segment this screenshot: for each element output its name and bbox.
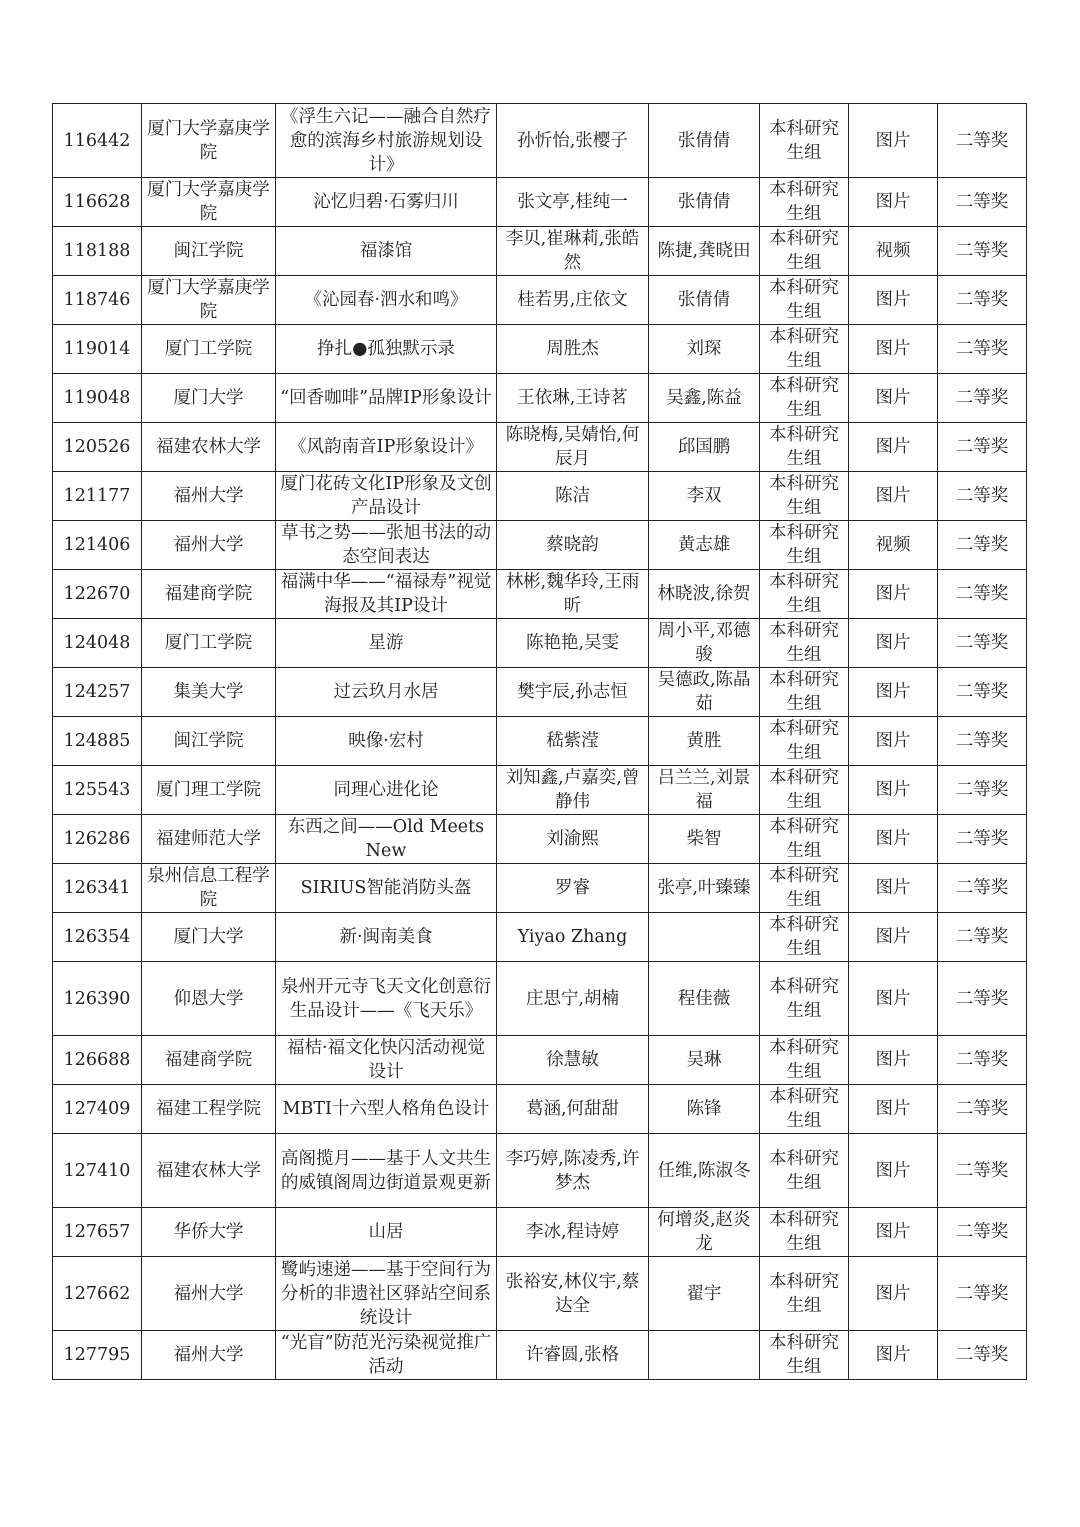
- cell-group: 本科研究生组: [760, 1208, 849, 1257]
- cell-authors: 刘知鑫,卢嘉奕,曾静伟: [497, 766, 649, 815]
- cell-work: 《风韵南音IP形象设计》: [276, 423, 497, 472]
- table-row: [53, 472, 1027, 521]
- cell-authors: 周胜杰: [497, 325, 649, 374]
- cell-award: 二等奖: [938, 1257, 1027, 1331]
- cell-authors: 庄思宁,胡楠: [497, 962, 649, 1036]
- cell-group: 本科研究生组: [760, 276, 849, 325]
- cell-group: 本科研究生组: [760, 864, 849, 913]
- cell-award: 二等奖: [938, 1331, 1027, 1380]
- cell-type: 图片: [849, 178, 938, 227]
- cell-award: 二等奖: [938, 570, 1027, 619]
- cell-type: 图片: [849, 104, 938, 178]
- cell-id: 121406: [53, 521, 142, 570]
- table-row: [53, 374, 1027, 423]
- cell-award: 二等奖: [938, 668, 1027, 717]
- cell-school: 福州大学: [142, 1257, 276, 1331]
- cell-group: 本科研究生组: [760, 1085, 849, 1134]
- cell-authors: 李冰,程诗婷: [497, 1208, 649, 1257]
- cell-award: 二等奖: [938, 472, 1027, 521]
- cell-school: 闽江学院: [142, 227, 276, 276]
- cell-id: 126688: [53, 1036, 142, 1085]
- table-row: [53, 570, 1027, 619]
- cell-id: 126286: [53, 815, 142, 864]
- cell-type: 图片: [849, 276, 938, 325]
- cell-advisor: 何增炎,赵炎龙: [649, 1208, 760, 1257]
- cell-authors: 刘渝熙: [497, 815, 649, 864]
- cell-award: 二等奖: [938, 104, 1027, 178]
- cell-authors: 嵇紫滢: [497, 717, 649, 766]
- cell-authors: Yiyao Zhang: [497, 913, 649, 962]
- cell-authors: 葛涵,何甜甜: [497, 1085, 649, 1134]
- cell-type: 图片: [849, 1208, 938, 1257]
- cell-school: 厦门大学: [142, 913, 276, 962]
- cell-school: 福州大学: [142, 521, 276, 570]
- table-row: [53, 1085, 1027, 1134]
- cell-work: 挣扎●孤独默示录: [276, 325, 497, 374]
- cell-type: 图片: [849, 619, 938, 668]
- cell-type: 图片: [849, 325, 938, 374]
- table-row: [53, 766, 1027, 815]
- cell-award: 二等奖: [938, 325, 1027, 374]
- cell-work: 草书之势——张旭书法的动态空间表达: [276, 521, 497, 570]
- cell-school: 福建商学院: [142, 570, 276, 619]
- cell-type: 图片: [849, 472, 938, 521]
- cell-advisor: 张亭,叶臻臻: [649, 864, 760, 913]
- cell-type: 图片: [849, 1257, 938, 1331]
- cell-type: 图片: [849, 815, 938, 864]
- cell-advisor: 翟宇: [649, 1257, 760, 1331]
- cell-advisor: 陈捷,龚晓田: [649, 227, 760, 276]
- table-row: [53, 864, 1027, 913]
- cell-id: 125543: [53, 766, 142, 815]
- cell-advisor: 程佳薇: [649, 962, 760, 1036]
- cell-authors: 蔡晓韵: [497, 521, 649, 570]
- cell-advisor: 林晓波,徐贺: [649, 570, 760, 619]
- cell-group: 本科研究生组: [760, 325, 849, 374]
- cell-work: 东西之间——Old Meets New: [276, 815, 497, 864]
- cell-school: 闽江学院: [142, 717, 276, 766]
- cell-type: 图片: [849, 864, 938, 913]
- cell-group: 本科研究生组: [760, 227, 849, 276]
- table-row: [53, 962, 1027, 1036]
- cell-group: 本科研究生组: [760, 178, 849, 227]
- cell-advisor: 张倩倩: [649, 104, 760, 178]
- cell-award: 二等奖: [938, 815, 1027, 864]
- cell-award: 二等奖: [938, 521, 1027, 570]
- cell-award: 二等奖: [938, 1085, 1027, 1134]
- cell-advisor: 陈锋: [649, 1085, 760, 1134]
- cell-award: 二等奖: [938, 1134, 1027, 1208]
- cell-id: 126354: [53, 913, 142, 962]
- awards-table-body: [53, 104, 1027, 1380]
- cell-group: 本科研究生组: [760, 570, 849, 619]
- cell-authors: 徐慧敏: [497, 1036, 649, 1085]
- cell-id: 127410: [53, 1134, 142, 1208]
- cell-id: 124257: [53, 668, 142, 717]
- cell-award: 二等奖: [938, 766, 1027, 815]
- cell-authors: 陈艳艳,吴雯: [497, 619, 649, 668]
- cell-advisor: [649, 1331, 760, 1380]
- cell-type: 图片: [849, 717, 938, 766]
- cell-work: 沁忆归碧·石雾归川: [276, 178, 497, 227]
- cell-authors: 王依琳,王诗茗: [497, 374, 649, 423]
- cell-award: 二等奖: [938, 178, 1027, 227]
- table-row: [53, 619, 1027, 668]
- cell-id: 126390: [53, 962, 142, 1036]
- cell-id: 127657: [53, 1208, 142, 1257]
- cell-school: 泉州信息工程学院: [142, 864, 276, 913]
- cell-type: 图片: [849, 1085, 938, 1134]
- cell-advisor: 吕兰兰,刘景福: [649, 766, 760, 815]
- cell-award: 二等奖: [938, 227, 1027, 276]
- cell-id: 124885: [53, 717, 142, 766]
- cell-work: 厦门花砖文化IP形象及文创产品设计: [276, 472, 497, 521]
- table-row: [53, 325, 1027, 374]
- cell-authors: 李巧婷,陈凌秀,许梦杰: [497, 1134, 649, 1208]
- cell-group: 本科研究生组: [760, 472, 849, 521]
- cell-school: 福建师范大学: [142, 815, 276, 864]
- table-row: [53, 668, 1027, 717]
- table-row: [53, 104, 1027, 178]
- cell-award: 二等奖: [938, 864, 1027, 913]
- cell-advisor: 周小平,邓德骏: [649, 619, 760, 668]
- cell-award: 二等奖: [938, 717, 1027, 766]
- cell-award: 二等奖: [938, 913, 1027, 962]
- table-row: [53, 913, 1027, 962]
- cell-school: 福州大学: [142, 472, 276, 521]
- cell-school: 华侨大学: [142, 1208, 276, 1257]
- cell-school: 厦门理工学院: [142, 766, 276, 815]
- cell-type: 视频: [849, 227, 938, 276]
- cell-id: 116628: [53, 178, 142, 227]
- table-row: [53, 1331, 1027, 1380]
- cell-group: 本科研究生组: [760, 962, 849, 1036]
- cell-work: 过云玖月水居: [276, 668, 497, 717]
- cell-work: 映像·宏村: [276, 717, 497, 766]
- cell-type: 图片: [849, 1331, 938, 1380]
- cell-advisor: 黄志雄: [649, 521, 760, 570]
- cell-work: 山居: [276, 1208, 497, 1257]
- cell-advisor: 黄胜: [649, 717, 760, 766]
- cell-work: 泉州开元寺飞天文化创意衍生品设计——《飞天乐》: [276, 962, 497, 1036]
- cell-school: 福州大学: [142, 1331, 276, 1380]
- table-row: [53, 1036, 1027, 1085]
- table-row: [53, 1134, 1027, 1208]
- cell-id: 119014: [53, 325, 142, 374]
- cell-work: 新·闽南美食: [276, 913, 497, 962]
- cell-id: 118188: [53, 227, 142, 276]
- cell-advisor: 柴智: [649, 815, 760, 864]
- cell-authors: 孙忻怡,张樱子: [497, 104, 649, 178]
- cell-id: 116442: [53, 104, 142, 178]
- cell-school: 福建农林大学: [142, 1134, 276, 1208]
- cell-award: 二等奖: [938, 276, 1027, 325]
- cell-school: 厦门大学: [142, 374, 276, 423]
- cell-type: 图片: [849, 962, 938, 1036]
- cell-work: 福满中华——“福禄寿”视觉海报及其IP设计: [276, 570, 497, 619]
- cell-advisor: 刘琛: [649, 325, 760, 374]
- table-row: [53, 178, 1027, 227]
- cell-group: 本科研究生组: [760, 913, 849, 962]
- cell-authors: 张裕安,林仪宇,蔡达全: [497, 1257, 649, 1331]
- cell-authors: 陈晓梅,吴婧怡,何辰月: [497, 423, 649, 472]
- cell-group: 本科研究生组: [760, 374, 849, 423]
- cell-authors: 张文亭,桂纯一: [497, 178, 649, 227]
- table-row: [53, 423, 1027, 472]
- cell-advisor: 吴鑫,陈益: [649, 374, 760, 423]
- cell-school: 厦门工学院: [142, 325, 276, 374]
- cell-work: SIRIUS智能消防头盔: [276, 864, 497, 913]
- cell-work: 福桔·福文化快闪活动视觉设计: [276, 1036, 497, 1085]
- cell-work: 鹭屿速递——基于空间行为分析的非遗社区驿站空间系统设计: [276, 1257, 497, 1331]
- cell-id: 118746: [53, 276, 142, 325]
- cell-authors: 李贝,崔琳莉,张皓然: [497, 227, 649, 276]
- cell-award: 二等奖: [938, 374, 1027, 423]
- cell-school: 厦门大学嘉庚学院: [142, 276, 276, 325]
- table-row: [53, 717, 1027, 766]
- cell-work: 高阁揽月——基于人文共生的威镇阁周边街道景观更新: [276, 1134, 497, 1208]
- cell-id: 122670: [53, 570, 142, 619]
- cell-type: 图片: [849, 1134, 938, 1208]
- cell-type: 图片: [849, 766, 938, 815]
- cell-type: 图片: [849, 668, 938, 717]
- cell-work: “回香咖啡”品牌IP形象设计: [276, 374, 497, 423]
- cell-advisor: 邱国鹏: [649, 423, 760, 472]
- cell-award: 二等奖: [938, 423, 1027, 472]
- cell-type: 图片: [849, 423, 938, 472]
- cell-school: 厦门工学院: [142, 619, 276, 668]
- cell-id: 127795: [53, 1331, 142, 1380]
- table-row: [53, 1257, 1027, 1331]
- cell-work: 福漆馆: [276, 227, 497, 276]
- cell-type: 图片: [849, 374, 938, 423]
- cell-group: 本科研究生组: [760, 1257, 849, 1331]
- cell-authors: 罗睿: [497, 864, 649, 913]
- awards-table: [52, 103, 1027, 1380]
- cell-work: “光盲”防范光污染视觉推广活动: [276, 1331, 497, 1380]
- cell-id: 119048: [53, 374, 142, 423]
- cell-group: 本科研究生组: [760, 1036, 849, 1085]
- table-row: [53, 227, 1027, 276]
- cell-school: 福建商学院: [142, 1036, 276, 1085]
- cell-advisor: 李双: [649, 472, 760, 521]
- cell-work: 《浮生六记——融合自然疗愈的滨海乡村旅游规划设计》: [276, 104, 497, 178]
- cell-id: 127409: [53, 1085, 142, 1134]
- cell-advisor: 吴德政,陈晶茹: [649, 668, 760, 717]
- table-row: [53, 1208, 1027, 1257]
- cell-advisor: 任维,陈淑冬: [649, 1134, 760, 1208]
- cell-advisor: [649, 913, 760, 962]
- cell-award: 二等奖: [938, 619, 1027, 668]
- cell-authors: 许睿圆,张格: [497, 1331, 649, 1380]
- cell-authors: 陈洁: [497, 472, 649, 521]
- cell-id: 126341: [53, 864, 142, 913]
- cell-work: 星游: [276, 619, 497, 668]
- cell-school: 福建工程学院: [142, 1085, 276, 1134]
- table-row: [53, 276, 1027, 325]
- cell-group: 本科研究生组: [760, 717, 849, 766]
- cell-group: 本科研究生组: [760, 619, 849, 668]
- cell-group: 本科研究生组: [760, 104, 849, 178]
- cell-authors: 林彬,魏华玲,王雨昕: [497, 570, 649, 619]
- cell-advisor: 吴琳: [649, 1036, 760, 1085]
- cell-advisor: 张倩倩: [649, 178, 760, 227]
- cell-authors: 樊宇辰,孙志恒: [497, 668, 649, 717]
- cell-type: 图片: [849, 913, 938, 962]
- cell-group: 本科研究生组: [760, 521, 849, 570]
- cell-authors: 桂若男,庄依文: [497, 276, 649, 325]
- cell-award: 二等奖: [938, 1208, 1027, 1257]
- cell-work: 《沁园春·泗水和鸣》: [276, 276, 497, 325]
- cell-group: 本科研究生组: [760, 423, 849, 472]
- cell-type: 图片: [849, 570, 938, 619]
- cell-type: 视频: [849, 521, 938, 570]
- cell-school: 集美大学: [142, 668, 276, 717]
- cell-work: 同理心进化论: [276, 766, 497, 815]
- cell-type: 图片: [849, 1036, 938, 1085]
- cell-school: 福建农林大学: [142, 423, 276, 472]
- cell-group: 本科研究生组: [760, 1331, 849, 1380]
- table-row: [53, 521, 1027, 570]
- cell-id: 120526: [53, 423, 142, 472]
- cell-group: 本科研究生组: [760, 766, 849, 815]
- cell-id: 127662: [53, 1257, 142, 1331]
- cell-id: 124048: [53, 619, 142, 668]
- cell-award: 二等奖: [938, 962, 1027, 1036]
- cell-school: 厦门大学嘉庚学院: [142, 104, 276, 178]
- cell-group: 本科研究生组: [760, 668, 849, 717]
- cell-id: 121177: [53, 472, 142, 521]
- cell-school: 仰恩大学: [142, 962, 276, 1036]
- cell-group: 本科研究生组: [760, 815, 849, 864]
- table-row: [53, 815, 1027, 864]
- cell-advisor: 张倩倩: [649, 276, 760, 325]
- cell-award: 二等奖: [938, 1036, 1027, 1085]
- cell-school: 厦门大学嘉庚学院: [142, 178, 276, 227]
- cell-group: 本科研究生组: [760, 1134, 849, 1208]
- cell-work: MBTI十六型人格角色设计: [276, 1085, 497, 1134]
